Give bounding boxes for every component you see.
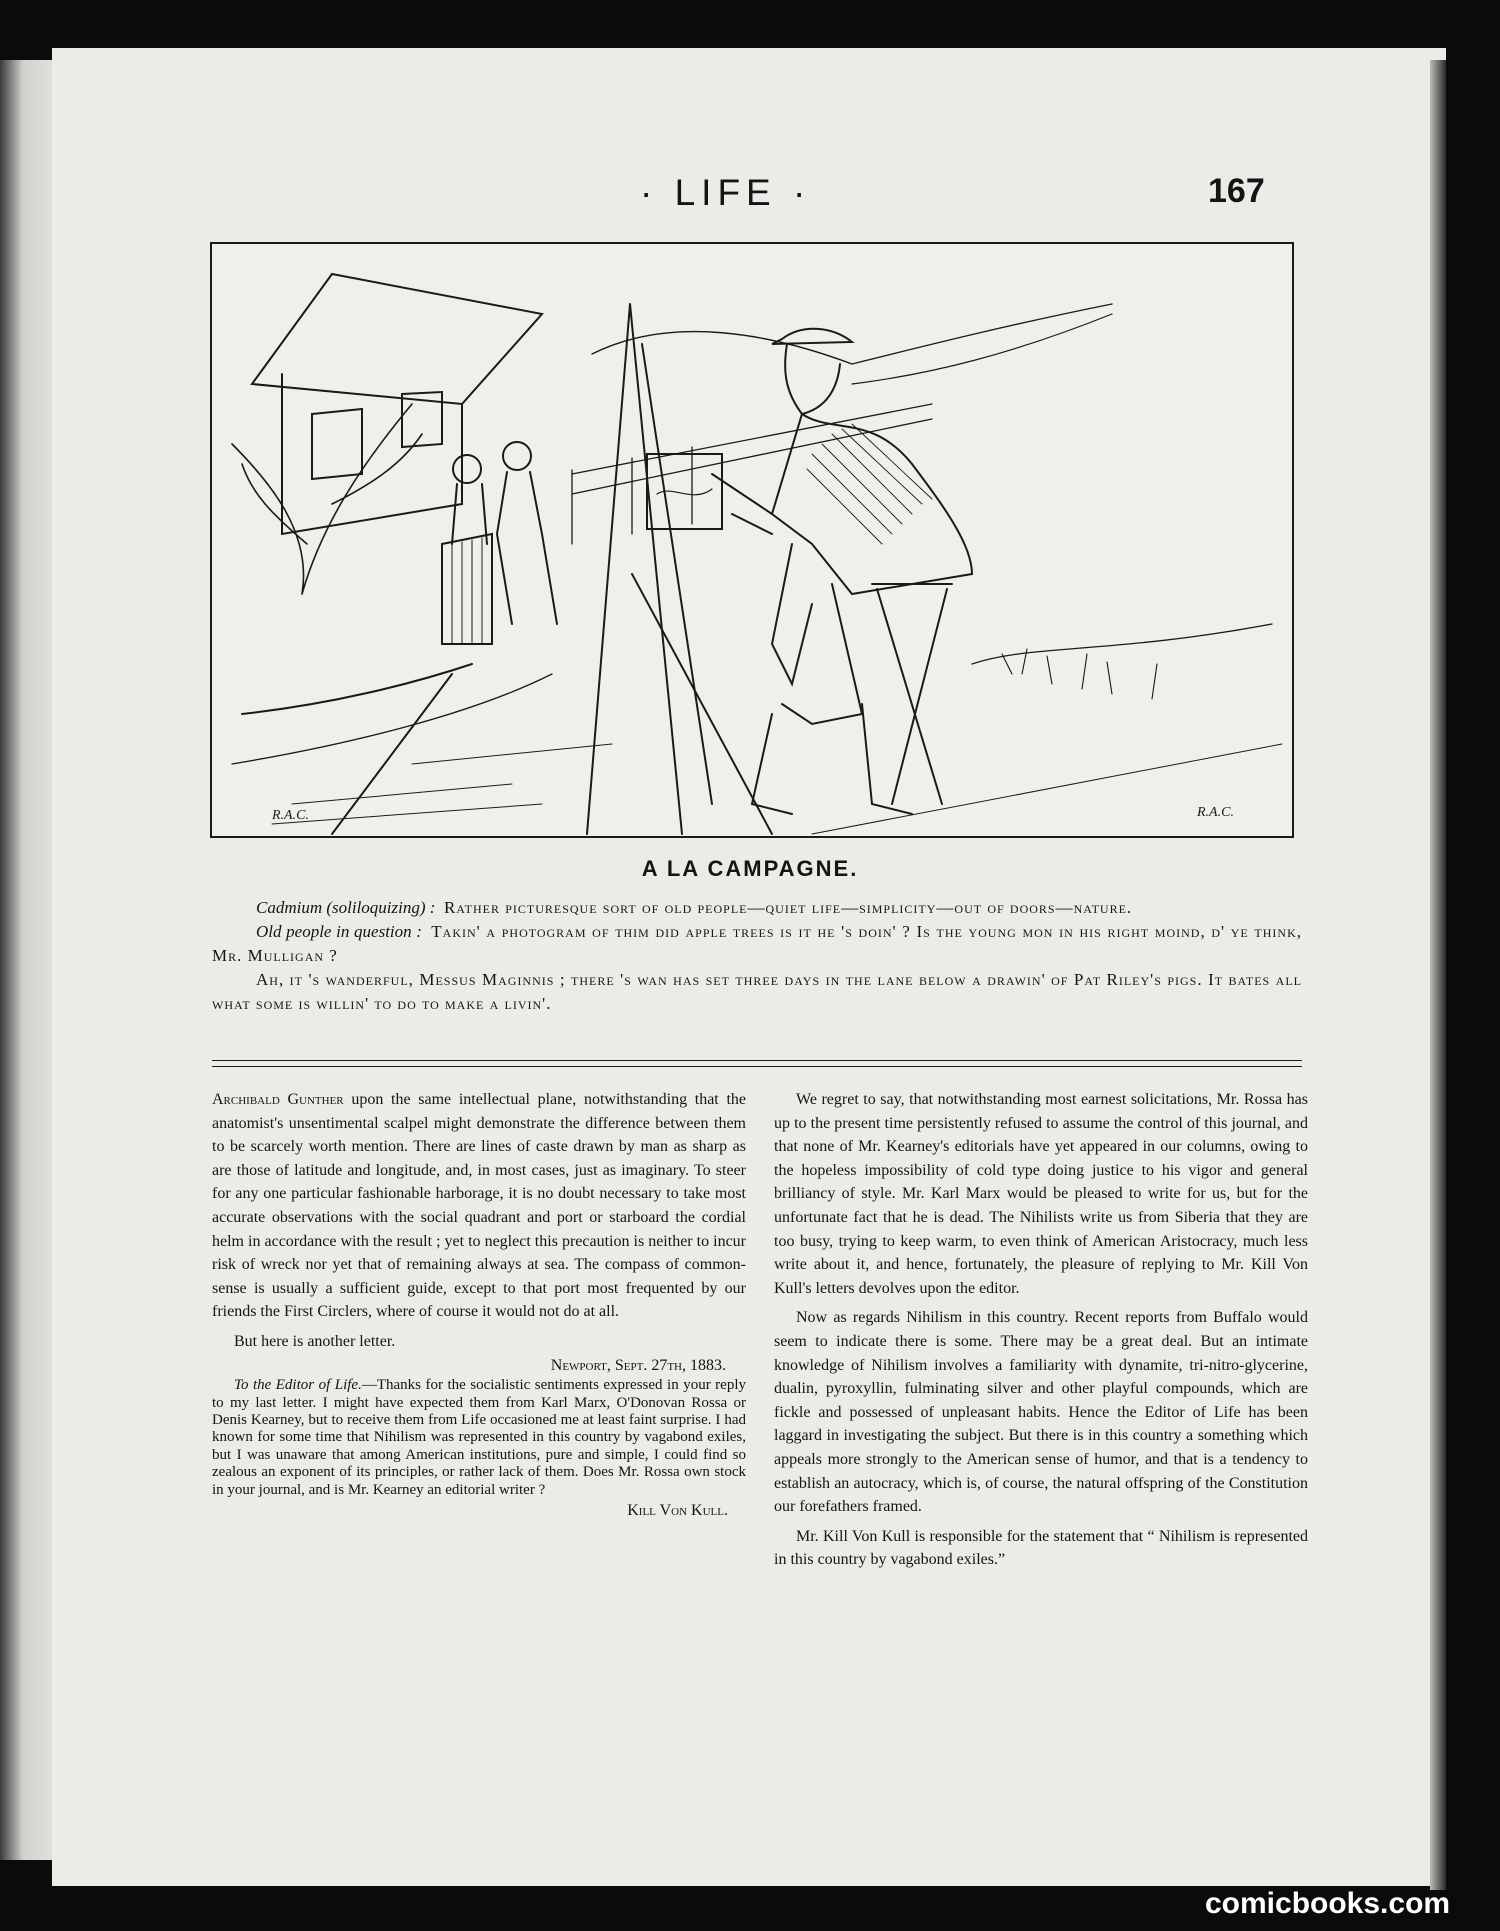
left-column [212,1088,746,1523]
letter-text: —Thanks for the socialistic sentiments expressed in your reply to my last letter. I might have expected them from Karl Marx, O'Donovan Rossa or Denis Kearney, but to receive them from Life occasioned me at least faint surprise. I had known for some time that Nihilism was represented in this country by vagabond exiles, but I was unaware that among American institutions, pure and simple, I could find so zealous an exponent of its principles, or rather lack of them. Does Mr. Rossa own stock in your journal, and is Mr. Kearney an editorial writer ? [212,1377,746,1498]
illustration-painter-at-easel [210,242,1294,838]
cadmium-speech: Rather picturesque sort of old people—quiet life—simplicity—out of doors—nature. [443,898,1133,917]
caption-line-cadmium [212,896,1302,920]
speaker-cadmium: Cadmium (soliloquizing) : [256,898,436,917]
artist-signature-left: R.A.C. [272,808,309,823]
previous-page-edge [0,60,56,1860]
name-archibald-gunther: Archibald Gunther [212,1091,344,1108]
caption-dialogue [212,896,1302,1016]
illustration-drawing [212,244,1292,836]
running-head: · LIFE · [640,172,812,213]
page-number: 167 [1208,172,1265,210]
letter-signature: Kill Von Kull. [627,1501,728,1519]
caption-title: A LA CAMPAGNE. [641,856,859,881]
right-column [774,1088,1308,1572]
left-paragraph-2: But here is another letter. [234,1332,396,1350]
section-rule-top [212,1060,1302,1061]
letter-dateline: Newport, Sept. 27th, 1883. [550,1356,726,1374]
speaker-old-people: Old people in question : [256,922,422,941]
caption-line-old-people [212,920,1302,968]
watermark: comicbooks.com [1205,1887,1451,1920]
page-shadow [1430,60,1446,1890]
section-rule-bottom [212,1066,1302,1067]
right-paragraph-1: We regret to say, that notwithstanding most earnest solicitations, Mr. Rossa has up to the present time persistently refused to assume the control of this journal, and that none of Mr. Kearney's editorials have yet appeared in our columns, owing to the hopeless impossibility of cold type doing justice to his vigor and general brilliancy of style. Mr. Karl Marx would be pleased to write for us, but for the unfortunate fact that he is dead. The Nihilists write us from Siberia that they are too busy, trying to keep warm, to even think of American Aristocracy, much less write about it, and hence, fortunately, the pleasure of replying to Mr. Kill Von Kull's letters devolves upon the editor. [774,1091,1308,1297]
right-paragraph-2: Now as regards Nihilism in this country. Recent reports from Buffalo would seem to indicate there is some. There may be a great deal. But an intimate knowledge of Nihilism involves a familiarity with dynamite, tri-nitro-glycerine, dualin, pyroxyllin, fulminating silver and other playful compounds, which are fickle and possessed of unpleasant habits. Hence the Editor of Life has been laggard in investigating the subject. But there is in this country a something which appeals more strongly to the American sense of humor, and that is a tendency to establish an autocracy, which is, of course, the natural offspring of the Constitution our forefathers framed. [774,1309,1308,1516]
letter-body [212,1377,746,1499]
old-people-speech: Takin' a photogram of thim did apple trees is it he 's doin' ? Is the young mon in his right moind, d' ye think, Mr. Mulligan ? [212,922,1302,965]
right-paragraph-3: Mr. Kill Von Kull is responsible for the statement that “ Nihilism is represented in this country by vagabond exiles.” [774,1527,1308,1569]
left-paragraph-1 [212,1088,746,1324]
artist-signature-right: R.A.C. [1197,805,1234,820]
caption-line-reply: Ah, it 's wanderful, Messus Maginnis ; there 's wan has set three days in the lane below a drawin' of Pat Riley's pigs. It bates all what some is willin' to do to make a livin'. [212,970,1302,1013]
letter-salutation: To the Editor of Life. [234,1377,362,1394]
left-paragraph-1-text: upon the same intellectual plane, notwithstanding that the anatomist's unsentimental scalpel might demonstrate the difference between them to be scarcely worth mention. There are lines of caste drawn by man as sharp as are those of latitude and longitude, and, in most cases, just as imaginary. To steer for any one particular fashionable harborage, it is no doubt necessary to take most accurate observations with the social quadrant and port or starboard the cordial helm in accordance with the result ; yet to neglect this precaution is neither to incur risk of wreck nor yet that of remaining always at sea. The compass of common-sense is usually a sufficient guide, except to that port most frequented by our friends the First Circlers, where of course it would not do at all. [212,1091,746,1321]
